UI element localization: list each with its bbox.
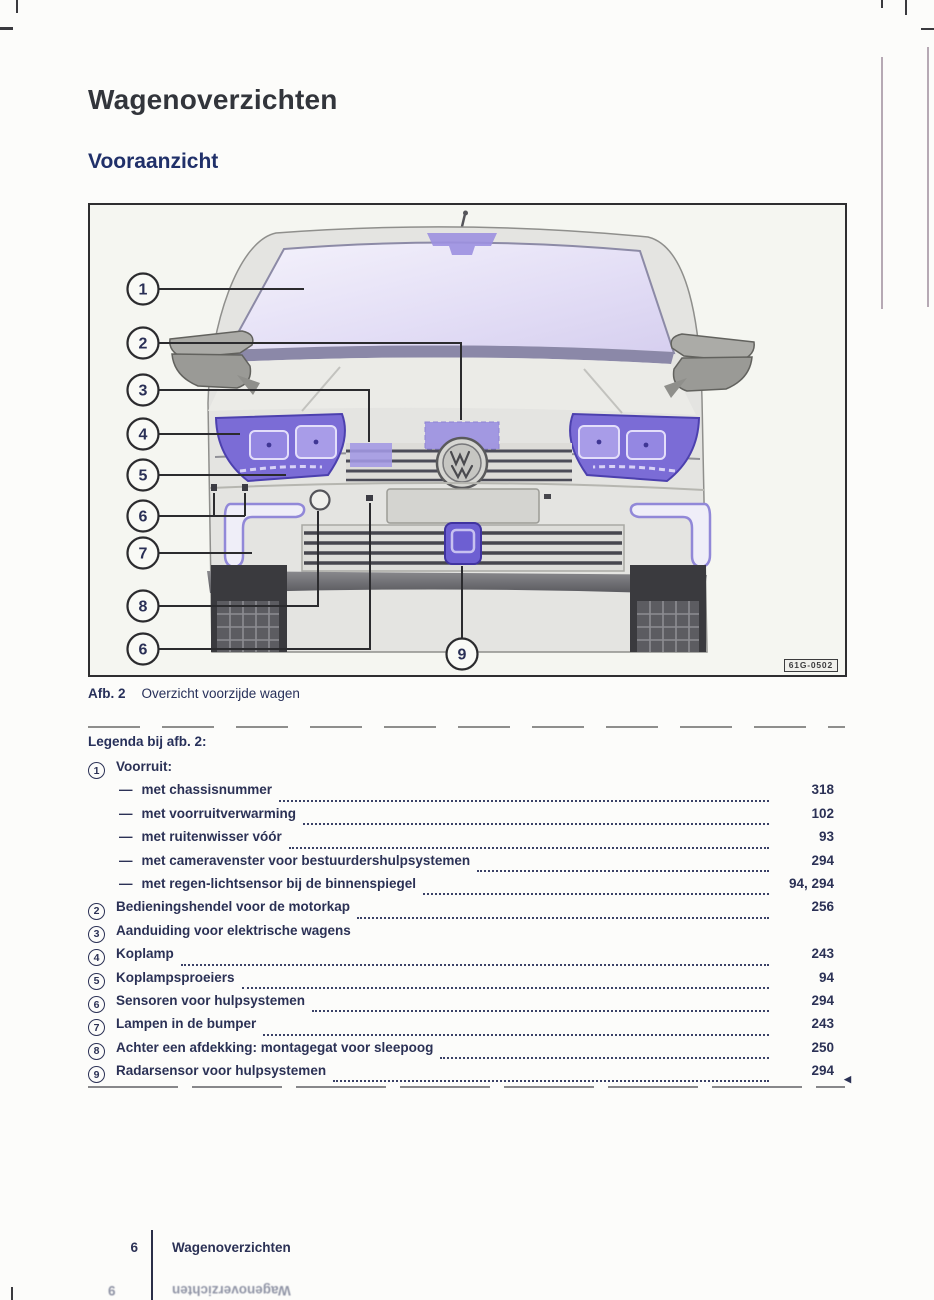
- footer-page-number: 6: [130, 1240, 138, 1255]
- legend-item: [88, 1063, 851, 1086]
- legend-subitem: [88, 806, 834, 829]
- vw-badge: [437, 438, 487, 488]
- scan-artifact: [905, 0, 907, 15]
- divider-bottom: [88, 1086, 845, 1088]
- legend-item-label: met cameravenster voor bestuurdershulpsystemen: [141, 852, 471, 868]
- legend-item-label: met voorruitverwarming: [141, 805, 297, 821]
- legend-page-number: 250: [811, 1039, 834, 1055]
- legend-item-number: 8: [88, 1043, 105, 1060]
- legend-item-number: 1: [88, 762, 105, 779]
- callout-8: 8: [138, 598, 148, 616]
- legend-subitem: [88, 782, 834, 805]
- legend-page-number: 93: [818, 829, 834, 845]
- legend-item-label: Bedieningshendel voor de motorkap: [116, 899, 351, 915]
- right-bumper-sensor: [544, 494, 551, 499]
- scan-artifact: [921, 28, 934, 30]
- left-mirror: [170, 331, 260, 395]
- dotted-leader: [263, 1034, 769, 1036]
- legend-page-number: 294: [811, 852, 834, 868]
- e-badge-patch: [350, 443, 392, 467]
- dotted-leader: [289, 847, 769, 849]
- legend-page-number: 243: [811, 946, 834, 962]
- dotted-leader: [477, 870, 769, 872]
- image-code-label: 61G-0502: [784, 659, 838, 672]
- callout-1: 1: [138, 281, 148, 299]
- legend-item-number: 9: [88, 1066, 105, 1083]
- legend-page-number: 94, 294: [788, 875, 834, 891]
- callout-3: 3: [138, 382, 148, 400]
- legend-item-label: Aanduiding voor elektrische wagens: [116, 922, 351, 938]
- scan-artifact: [881, 57, 883, 309]
- dotted-leader: [312, 1010, 769, 1012]
- legend-page-number: 256: [811, 899, 834, 915]
- park-sensor: [211, 484, 217, 491]
- dotted-leader: [279, 800, 769, 802]
- right-mirror: [664, 334, 754, 398]
- footer-divider: [151, 1230, 153, 1300]
- section-title: Vooraanzicht: [88, 150, 219, 173]
- park-sensor: [242, 484, 248, 491]
- radar-sensor: [445, 523, 481, 564]
- dotted-leader: [242, 987, 769, 989]
- bleed-through-text: Wagenoverzichten: [172, 1283, 291, 1298]
- license-plate: [387, 489, 539, 523]
- page-title: Wagenoverzichten: [88, 84, 338, 115]
- legend-item: [88, 1040, 834, 1063]
- legend-item-number: 7: [88, 1019, 105, 1036]
- legend-page-number: 102: [811, 805, 834, 821]
- legend-item: [88, 970, 834, 993]
- legend-page-number: 294: [811, 992, 834, 1008]
- legend-item-number: 2: [88, 903, 105, 920]
- legend-page-number: 294: [811, 1063, 834, 1079]
- figure-caption-label: Afb. 2: [88, 686, 126, 701]
- scan-artifact: [11, 1287, 13, 1300]
- left-wheel: [211, 565, 287, 652]
- section-end-marker: ◀: [844, 1074, 851, 1085]
- legend-item-number: 5: [88, 973, 105, 990]
- tow-eye-cover: [311, 491, 330, 510]
- legend-item-label: met regen-lichtsensor bij de binnenspiegel: [141, 875, 417, 891]
- legend-sub-bullet: —: [119, 782, 133, 798]
- legend-sub-bullet: —: [119, 829, 133, 845]
- legend-item-label: Voorruit:: [116, 759, 172, 774]
- legend-sub-bullet: —: [119, 852, 133, 868]
- legend-item-label: Koplamp: [116, 946, 174, 962]
- legend-subitem: [88, 829, 834, 852]
- legend-list: [88, 759, 851, 1086]
- car-front-illustration: [90, 205, 845, 675]
- windshield: [228, 242, 674, 353]
- legend-item-label: met ruitenwisser vóór: [141, 829, 282, 845]
- callout-6b: 6: [138, 641, 148, 659]
- legend-item-label: Sensoren voor hulpsystemen: [116, 992, 306, 1008]
- scan-artifact: [927, 47, 929, 307]
- callout-7: 7: [138, 545, 148, 563]
- divider-dashed: [88, 726, 845, 728]
- legend-heading: Legenda bij afb. 2:: [88, 734, 207, 749]
- dotted-leader: [440, 1057, 769, 1059]
- legend-item-label: Achter een afdekking: montagegat voor sleepoog: [116, 1039, 434, 1055]
- legend-subitem: [88, 876, 834, 899]
- legend-page-number: 318: [811, 782, 834, 798]
- dotted-leader: [357, 917, 769, 919]
- scan-artifact: [0, 27, 13, 30]
- dotted-leader: [303, 823, 769, 825]
- legend-item-number: 4: [88, 949, 105, 966]
- callout-2: 2: [138, 335, 148, 353]
- legend-item: [88, 1016, 834, 1039]
- dotted-leader: [423, 893, 769, 895]
- legend-sub-bullet: —: [119, 875, 133, 891]
- legend-item-label: Koplampsproeiers: [116, 969, 235, 985]
- figure-caption: [88, 686, 300, 701]
- legend-item-label: Radarsensor voor hulpsystemen: [116, 1063, 327, 1079]
- legend-item-number: 3: [88, 926, 105, 943]
- legend-subitem: [88, 853, 834, 876]
- right-wheel: [630, 565, 706, 652]
- scan-artifact: [16, 0, 18, 13]
- legend-item-label: Lampen in de bumper: [116, 1016, 257, 1032]
- legend-page-number: 243: [811, 1016, 834, 1032]
- callout-4: 4: [138, 426, 148, 444]
- legend-item: [88, 899, 834, 922]
- scan-artifact: [881, 0, 883, 8]
- legend-item-number: 6: [88, 996, 105, 1013]
- legend-item: [88, 993, 834, 1016]
- legend-item: [88, 759, 834, 782]
- callout-5: 5: [138, 467, 148, 485]
- legend-item-label: met chassisnummer: [141, 782, 273, 798]
- footer-section-label: Wagenoverzichten: [172, 1240, 291, 1255]
- hood: [208, 357, 696, 415]
- dotted-leader: [333, 1080, 769, 1082]
- figure-caption-text: Overzicht voorzijde wagen: [141, 686, 300, 701]
- legend-item: [88, 946, 834, 969]
- legend-item: [88, 923, 834, 946]
- bleed-through-page-number: 9: [108, 1283, 116, 1298]
- park-sensor: [366, 495, 373, 501]
- dotted-leader: [181, 964, 769, 966]
- figure-frame: [88, 203, 847, 677]
- legend-page-number: 94: [818, 969, 834, 985]
- callout-6: 6: [138, 508, 148, 526]
- legend-sub-bullet: —: [119, 805, 133, 821]
- callout-9: 9: [457, 646, 467, 664]
